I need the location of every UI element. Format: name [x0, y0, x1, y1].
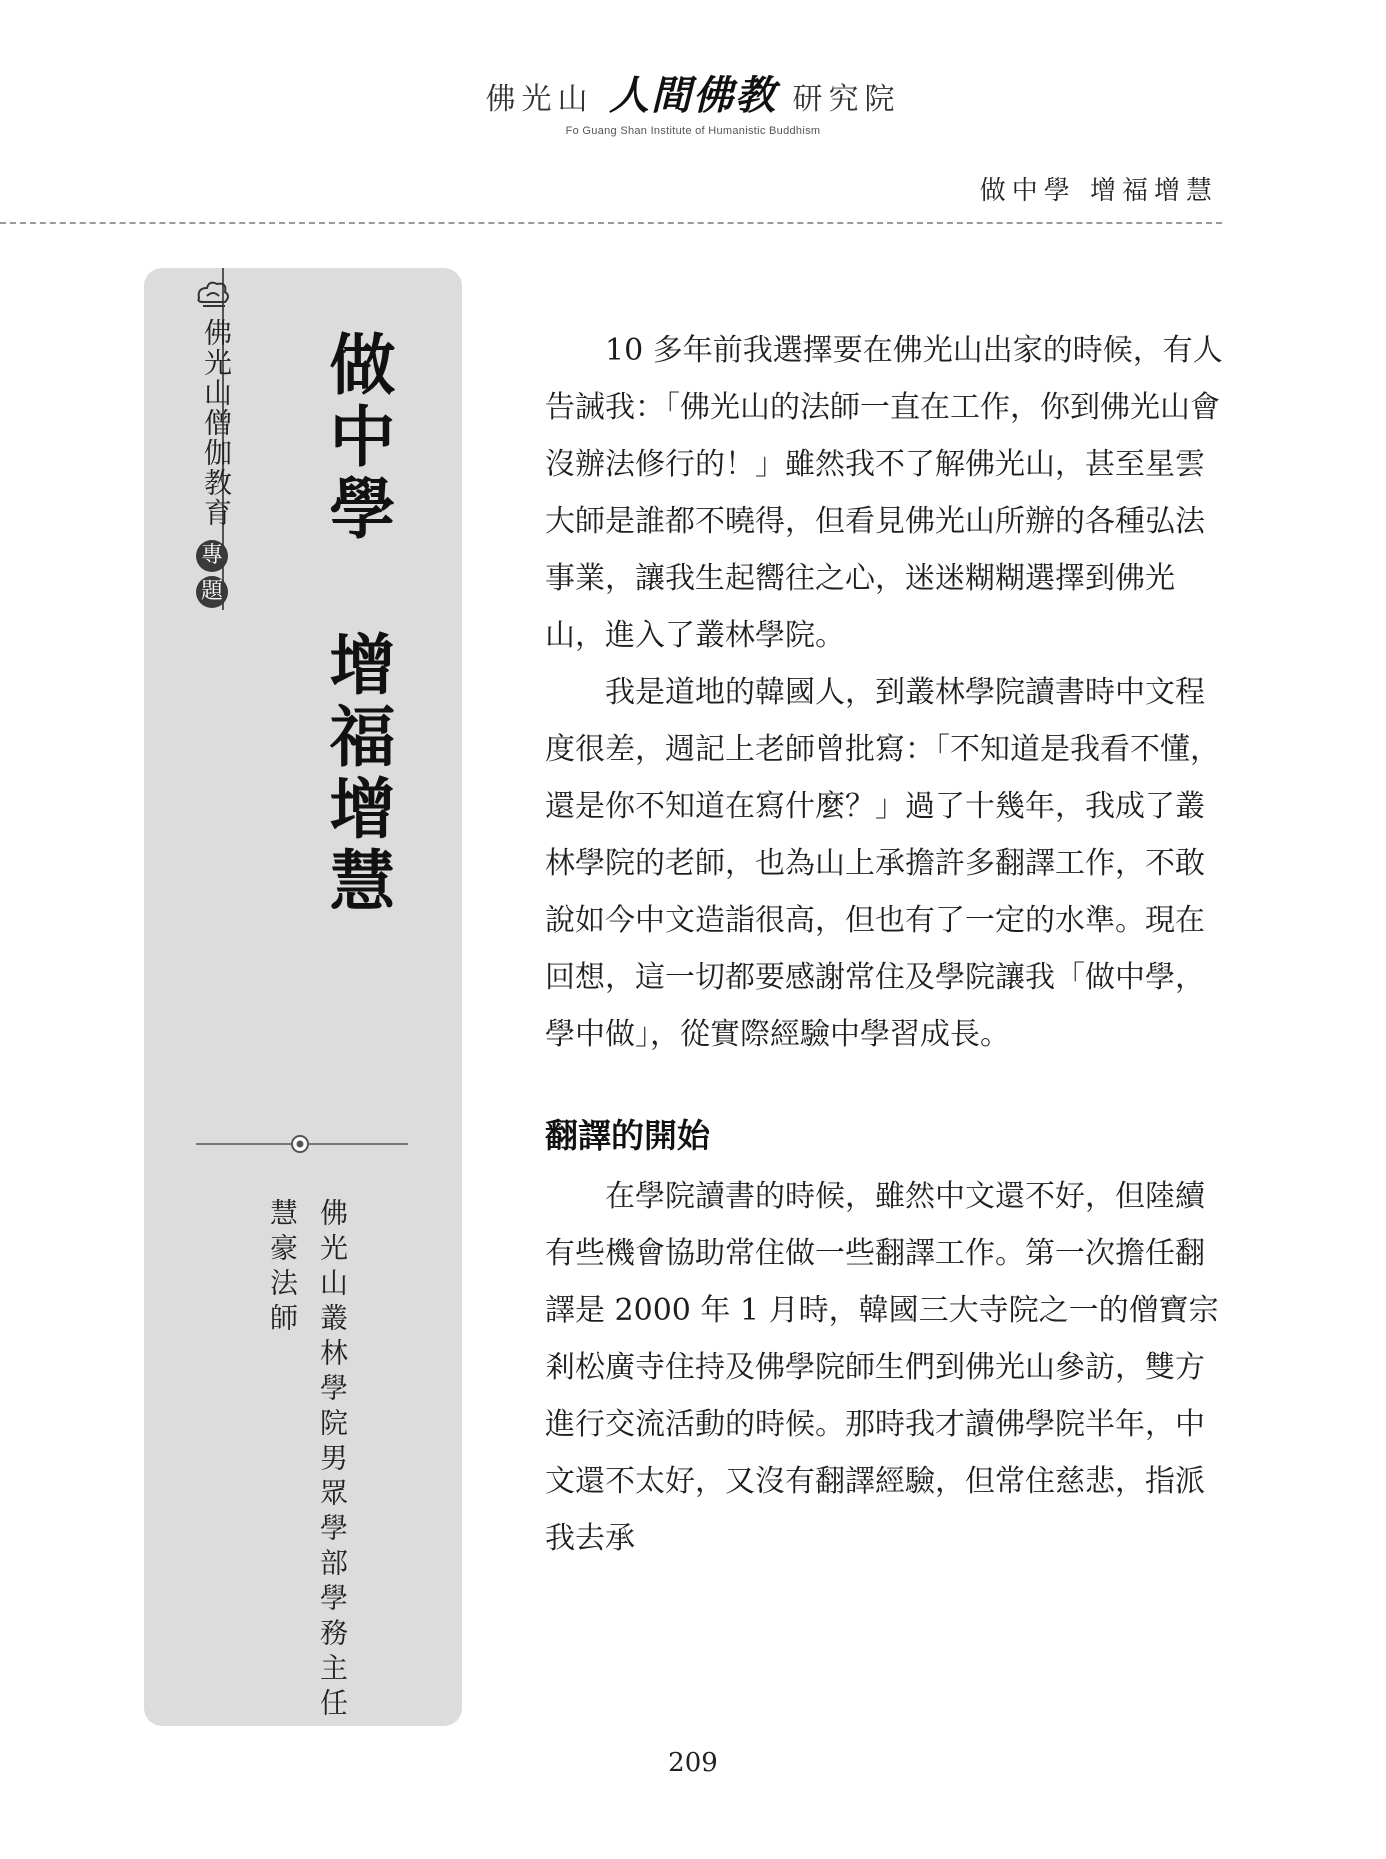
article-body [545, 322, 1225, 1567]
logo-calligraphy: 人間佛教 [609, 72, 777, 119]
series-label: 佛光山僧伽教育 [200, 318, 233, 528]
header-divider [0, 222, 1222, 224]
publisher-logo [0, 64, 1386, 137]
logo-left-text: 佛光山 [485, 82, 594, 117]
running-head: 做中學 增福增慧 [979, 176, 1218, 206]
logo-right-text: 研究院 [792, 82, 901, 117]
paragraph-3: 在學院讀書的時候，雖然中文還不好，但陸續有些機會協助常住做一些翻譯工作。第一次擔任翻譯是 2000 年 1 月時，韓國三大寺院之一的僧寶宗剎松廣寺住持及佛學院師生們到佛光山參訪，雙方進行交流活動的時候。那時我才讀佛學院半年，中文還不太好，又沒有翻譯經驗，但常住慈悲，指派我去承 [545, 1179, 1219, 1556]
topic-badge-1: 專 [196, 540, 228, 572]
page-number: 209 [668, 1748, 718, 1778]
cloud-ornament-icon [193, 276, 233, 310]
topic-badge-2: 題 [196, 576, 228, 608]
logo-subtitle: Fo Guang Shan Institute of Humanistic Buddhism [565, 125, 821, 137]
section-heading: 翻譯的開始 [545, 1116, 710, 1155]
author-name: 慧豪法師 [266, 1198, 299, 1338]
diamond-ornament-icon [290, 1134, 310, 1154]
paragraph-2: 我是道地的韓國人，到叢林學院讀書時中文程度很差，週記上老師曾批寫：「不知道是我看不懂，還是你不知道在寫什麼？」過了十幾年，我成了叢林學院的老師，也為山上承擔許多翻譯工作，不敢說如今中文造詣很高，但也有了一定的水準。現在回想，這一切都要感謝常住及學院讓我「做中學，學中做」，從實際經驗中學習成長。 [545, 675, 1220, 1052]
paragraph-1: 10 多年前我選擇要在佛光山出家的時候，有人告誡我：「佛光山的法師一直在工作，你到佛光山會沒辦法修行的！」雖然我不了解佛光山，甚至星雲大師是誰都不曉得，但看見佛光山所辦的各種弘法事業，讓我生起嚮往之心，迷迷糊糊選擇到佛光山，進入了叢林學院。 [545, 333, 1223, 653]
author-affiliation: 佛光山叢林學院男眾學部學務主任 [316, 1198, 349, 1723]
article-title: 做中學 增福增慧 [318, 330, 396, 918]
